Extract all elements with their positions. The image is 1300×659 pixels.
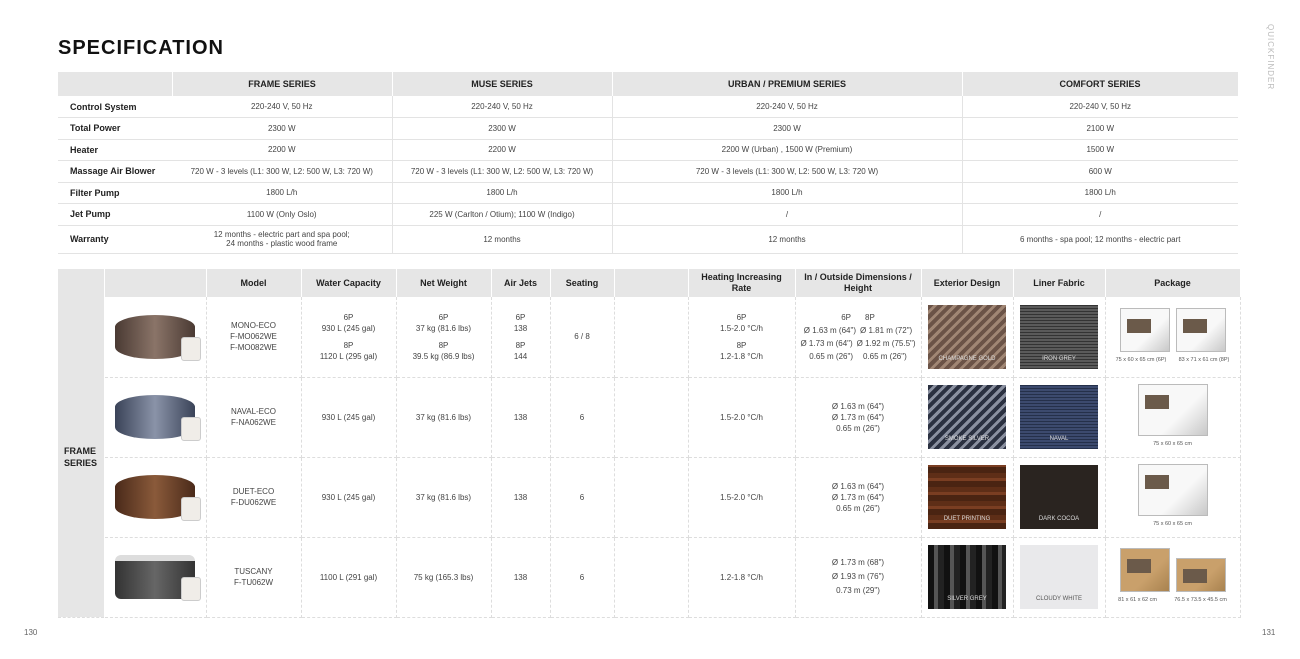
cell: 2300 W bbox=[612, 118, 962, 140]
spec-header-comfort: COMFORT SERIES bbox=[962, 72, 1238, 96]
swatch-label: SILVER GREY bbox=[947, 596, 987, 602]
package-box-image[interactable] bbox=[1120, 548, 1170, 592]
header-blank-2 bbox=[614, 269, 688, 297]
dims-cell bbox=[795, 377, 921, 457]
package-dim: 83 x 71 x 61 cm (8P) bbox=[1178, 356, 1230, 363]
value: 1120 L (295 gal) bbox=[319, 351, 378, 361]
product-image[interactable] bbox=[104, 457, 206, 537]
package-box-image[interactable] bbox=[1176, 308, 1226, 352]
dims-cell bbox=[795, 537, 921, 617]
row-label: Heater bbox=[58, 139, 172, 161]
swatch-label: NAVAL bbox=[1049, 436, 1069, 442]
spec-header-blank bbox=[58, 72, 172, 96]
dim-value: 0.65 m (26") bbox=[836, 423, 880, 433]
model-name: MONO-ECO bbox=[231, 321, 276, 331]
blank-cell bbox=[614, 377, 688, 457]
swatch-label: IRON GREY bbox=[1042, 355, 1076, 362]
seating-cell: 6 bbox=[550, 377, 614, 457]
table-row bbox=[58, 161, 1238, 183]
exterior-swatch[interactable] bbox=[928, 545, 1006, 609]
quickfinder-tab[interactable]: QUICKFINDER bbox=[1266, 24, 1275, 91]
model-cell bbox=[206, 457, 301, 537]
heating-cell: 1.5-2.0 °C/h bbox=[688, 457, 795, 537]
value: 144 bbox=[513, 351, 528, 361]
package-box-image[interactable] bbox=[1138, 464, 1208, 516]
dim-value: 0.73 m (29") bbox=[836, 586, 880, 595]
liner-cell bbox=[1013, 457, 1105, 537]
product-image[interactable] bbox=[104, 377, 206, 457]
package-box-image[interactable] bbox=[1138, 384, 1208, 436]
water-cell: 930 L (245 gal) bbox=[301, 457, 396, 537]
cell: 220-240 V, 50 Hz bbox=[392, 96, 612, 118]
size-tag: 8P bbox=[515, 340, 526, 350]
duet-tub-image bbox=[115, 475, 195, 519]
package-cell bbox=[1105, 377, 1240, 457]
model-cell bbox=[206, 297, 301, 377]
spec-header-urban: URBAN / PREMIUM SERIES bbox=[612, 72, 962, 96]
dim-value: Ø 1.63 m (64") bbox=[831, 481, 885, 491]
tuscany-tub-image bbox=[115, 555, 195, 599]
row-label: Total Power bbox=[58, 118, 172, 140]
dim-value: Ø 1.73 m (68") bbox=[831, 558, 885, 567]
header-image bbox=[104, 269, 206, 297]
liner-swatch[interactable] bbox=[1020, 465, 1098, 529]
liner-cell bbox=[1013, 377, 1105, 457]
frame-header-row bbox=[58, 269, 1240, 297]
dims-cell bbox=[795, 297, 921, 377]
product-image[interactable] bbox=[104, 297, 206, 377]
dim-value: Ø 1.73 m (64") bbox=[800, 338, 853, 348]
dim-value: Ø 1.73 m (64") bbox=[831, 492, 885, 502]
liner-swatch[interactable] bbox=[1020, 305, 1098, 369]
row-label: Massage Air Blower bbox=[58, 161, 172, 183]
cell: 720 W - 3 levels (L1: 300 W, L2: 500 W, L3: 720 W) bbox=[172, 161, 392, 183]
cell: 2200 W bbox=[392, 139, 612, 161]
heating-cell: 1.2-1.8 °C/h bbox=[688, 537, 795, 617]
water-cell: 1100 L (291 gal) bbox=[301, 537, 396, 617]
dim-value: Ø 1.63 m (64") bbox=[831, 401, 885, 411]
seating-cell: 6 bbox=[550, 457, 614, 537]
size-tag: 8P bbox=[736, 340, 747, 350]
package-cell bbox=[1105, 537, 1240, 617]
table-row bbox=[58, 96, 1238, 118]
header-water: Water Capacity bbox=[301, 269, 396, 297]
cell: / bbox=[962, 204, 1238, 226]
header-heating-line: Rate bbox=[731, 283, 752, 293]
table-row bbox=[58, 139, 1238, 161]
weight-cell bbox=[396, 297, 491, 377]
size-tag: 6P bbox=[841, 312, 851, 322]
cell: 2200 W (Urban) , 1500 W (Premium) bbox=[612, 139, 962, 161]
value: 39.5 kg (86.9 lbs) bbox=[412, 351, 475, 361]
water-cell: 930 L (245 gal) bbox=[301, 377, 396, 457]
liner-cell bbox=[1013, 297, 1105, 377]
page-number-right: 131 bbox=[1262, 628, 1276, 637]
value: 37 kg (81.6 lbs) bbox=[415, 323, 472, 333]
cell: 1800 L/h bbox=[172, 182, 392, 204]
table-row bbox=[58, 182, 1238, 204]
series-label-line: SERIES bbox=[64, 457, 98, 468]
model-code: F-TU062W bbox=[233, 578, 274, 587]
product-row-tuscany bbox=[58, 537, 1240, 617]
weight-cell: 37 kg (81.6 lbs) bbox=[396, 377, 491, 457]
exterior-swatch[interactable] bbox=[928, 465, 1006, 529]
cell: 220-240 V, 50 Hz bbox=[172, 96, 392, 118]
dim-value: Ø 1.73 m (64") bbox=[831, 412, 885, 422]
cell: 1100 W (Only Oslo) bbox=[172, 204, 392, 226]
product-image[interactable] bbox=[104, 537, 206, 617]
size-tag: 6P bbox=[438, 312, 449, 322]
pump-unit bbox=[181, 337, 201, 361]
size-tag: 8P bbox=[343, 340, 354, 350]
blank-cell bbox=[614, 457, 688, 537]
mono-tub-image bbox=[115, 315, 195, 359]
dim-value: Ø 1.92 m (75.5") bbox=[856, 338, 916, 348]
blank-cell bbox=[614, 297, 688, 377]
heating-cell: 1.5-2.0 °C/h bbox=[688, 377, 795, 457]
header-seating: Seating bbox=[550, 269, 614, 297]
product-row-naval bbox=[58, 377, 1240, 457]
water-cell bbox=[301, 297, 396, 377]
spec-header-row bbox=[58, 72, 1238, 96]
cell: 720 W - 3 levels (L1: 300 W, L2: 500 W, L3: 720 W) bbox=[612, 161, 962, 183]
header-heating-line: Heating Increasing bbox=[701, 272, 782, 282]
cell: 2300 W bbox=[392, 118, 612, 140]
model-code: F-DU062WE bbox=[230, 498, 277, 507]
cell: 12 months bbox=[392, 225, 612, 253]
cell: 2300 W bbox=[172, 118, 392, 140]
dim-value: Ø 1.63 m (64") bbox=[803, 325, 856, 335]
cell: 12 months bbox=[612, 225, 962, 253]
spec-header-frame: FRAME SERIES bbox=[172, 72, 392, 96]
warranty-line: 12 months - electric part and spa pool; bbox=[213, 230, 350, 239]
swatch-label: DUET PRINTING bbox=[943, 516, 991, 522]
cell bbox=[172, 225, 392, 253]
blank-cell bbox=[614, 537, 688, 617]
row-label: Warranty bbox=[58, 225, 172, 253]
product-row-mono bbox=[58, 297, 1240, 377]
package-cell bbox=[1105, 297, 1240, 377]
liner-swatch[interactable] bbox=[1020, 385, 1098, 449]
header-liner: Liner Fabric bbox=[1013, 269, 1105, 297]
cell: 1800 L/h bbox=[612, 182, 962, 204]
package-dim: 75 x 60 x 65 cm bbox=[1153, 441, 1192, 447]
model-code: F-NA062WE bbox=[231, 418, 276, 427]
cell: / bbox=[612, 204, 962, 226]
exterior-cell bbox=[921, 537, 1013, 617]
package-dim: 81 x 61 x 62 cm bbox=[1118, 597, 1157, 603]
weight-cell: 75 kg (165.3 lbs) bbox=[396, 537, 491, 617]
series-label bbox=[58, 297, 104, 617]
package-cell bbox=[1105, 457, 1240, 537]
dim-value: 0.65 m (26") bbox=[836, 503, 880, 513]
heating-cell bbox=[688, 297, 795, 377]
cell: 1800 L/h bbox=[392, 182, 612, 204]
seating-cell: 6 / 8 bbox=[550, 297, 614, 377]
header-weight: Net Weight bbox=[396, 269, 491, 297]
cell: 600 W bbox=[962, 161, 1238, 183]
model-name: TUSCANY bbox=[234, 567, 273, 576]
exterior-swatch[interactable] bbox=[928, 385, 1006, 449]
size-tag: 8P bbox=[865, 312, 875, 322]
value: 138 bbox=[513, 323, 528, 333]
header-model: Model bbox=[206, 269, 301, 297]
naval-tub-image bbox=[115, 395, 195, 439]
table-row bbox=[58, 204, 1238, 226]
cell: 6 months - spa pool; 12 months - electric part bbox=[962, 225, 1238, 253]
spec-header-muse: MUSE SERIES bbox=[392, 72, 612, 96]
cell: 1500 W bbox=[962, 139, 1238, 161]
exterior-swatch[interactable] bbox=[928, 305, 1006, 369]
liner-cell bbox=[1013, 537, 1105, 617]
package-dim: 75 x 60 x 65 cm bbox=[1153, 521, 1192, 527]
seating-cell: 6 bbox=[550, 537, 614, 617]
header-jets: Air Jets bbox=[491, 269, 550, 297]
dim-value: 0.65 m (26") bbox=[809, 351, 853, 361]
header-exterior: Exterior Design bbox=[921, 269, 1013, 297]
liner-swatch[interactable] bbox=[1020, 545, 1098, 609]
cell: 1800 L/h bbox=[962, 182, 1238, 204]
size-tag: 6P bbox=[736, 312, 747, 322]
spec-table bbox=[58, 72, 1239, 254]
model-name: DUET-ECO bbox=[232, 487, 275, 496]
package-box-image[interactable] bbox=[1176, 558, 1226, 592]
size-tag: 6P bbox=[343, 312, 354, 322]
jets-cell: 138 bbox=[491, 377, 550, 457]
dim-value: Ø 1.93 m (76") bbox=[831, 572, 885, 581]
value: 1.5-2.0 °C/h bbox=[720, 323, 763, 333]
cell: 225 W (Carlton / Otium); 1100 W (Indigo) bbox=[392, 204, 612, 226]
exterior-cell bbox=[921, 457, 1013, 537]
pump-unit bbox=[181, 417, 201, 441]
exterior-cell bbox=[921, 297, 1013, 377]
page-title: SPECIFICATION bbox=[58, 37, 224, 59]
pump-unit bbox=[181, 577, 201, 601]
cell: 2100 W bbox=[962, 118, 1238, 140]
header-dims-line: Height bbox=[844, 283, 872, 293]
header-blank bbox=[58, 269, 104, 297]
model-code: F-MO062WE bbox=[230, 332, 277, 342]
header-package: Package bbox=[1105, 269, 1240, 297]
swatch-label: CLOUDY WHITE bbox=[1036, 596, 1082, 602]
warranty-line: 24 months - plastic wood frame bbox=[226, 239, 338, 248]
dim-value: 0.65 m (26") bbox=[863, 351, 907, 361]
header-dims-line: In / Outside Dimensions / bbox=[804, 272, 912, 282]
swatch-label: CHAMPAGNE GOLD bbox=[938, 355, 996, 362]
table-row bbox=[58, 118, 1238, 140]
size-tag: 8P bbox=[438, 340, 449, 350]
row-label: Control System bbox=[58, 96, 172, 118]
swatch-label: SMOKE SILVER bbox=[944, 436, 990, 442]
frame-series-table bbox=[58, 269, 1241, 618]
model-cell bbox=[206, 537, 301, 617]
exterior-cell bbox=[921, 377, 1013, 457]
cell: 2200 W bbox=[172, 139, 392, 161]
jets-cell: 138 bbox=[491, 457, 550, 537]
table-row bbox=[58, 225, 1238, 253]
package-dim: 75 x 60 x 65 cm (6P) bbox=[1115, 356, 1167, 363]
row-label: Jet Pump bbox=[58, 204, 172, 226]
package-box-image[interactable] bbox=[1120, 308, 1170, 352]
product-row-duet bbox=[58, 457, 1240, 537]
value: 930 L (245 gal) bbox=[321, 323, 376, 333]
header-heating bbox=[688, 269, 795, 297]
model-cell bbox=[206, 377, 301, 457]
series-label-line: FRAME bbox=[64, 445, 96, 456]
swatch-label: DARK COCOA bbox=[1038, 516, 1080, 522]
weight-cell: 37 kg (81.6 lbs) bbox=[396, 457, 491, 537]
model-code: F-MO082WE bbox=[230, 343, 277, 353]
package-dim: 76.5 x 73.5 x 45.5 cm bbox=[1174, 597, 1227, 603]
size-tag: 6P bbox=[515, 312, 526, 322]
cell: 720 W - 3 levels (L1: 300 W, L2: 500 W, L3: 720 W) bbox=[392, 161, 612, 183]
row-label: Filter Pump bbox=[58, 182, 172, 204]
dim-value: Ø 1.81 m (72") bbox=[860, 325, 913, 335]
dims-cell bbox=[795, 457, 921, 537]
model-name: NAVAL-ECO bbox=[230, 407, 277, 416]
jets-cell bbox=[491, 297, 550, 377]
pump-unit bbox=[181, 497, 201, 521]
header-dims bbox=[795, 269, 921, 297]
page-number-left: 130 bbox=[24, 628, 38, 637]
cell: 220-240 V, 50 Hz bbox=[612, 96, 962, 118]
cell: 220-240 V, 50 Hz bbox=[962, 96, 1238, 118]
value: 1.2-1.8 °C/h bbox=[720, 351, 763, 361]
jets-cell: 138 bbox=[491, 537, 550, 617]
